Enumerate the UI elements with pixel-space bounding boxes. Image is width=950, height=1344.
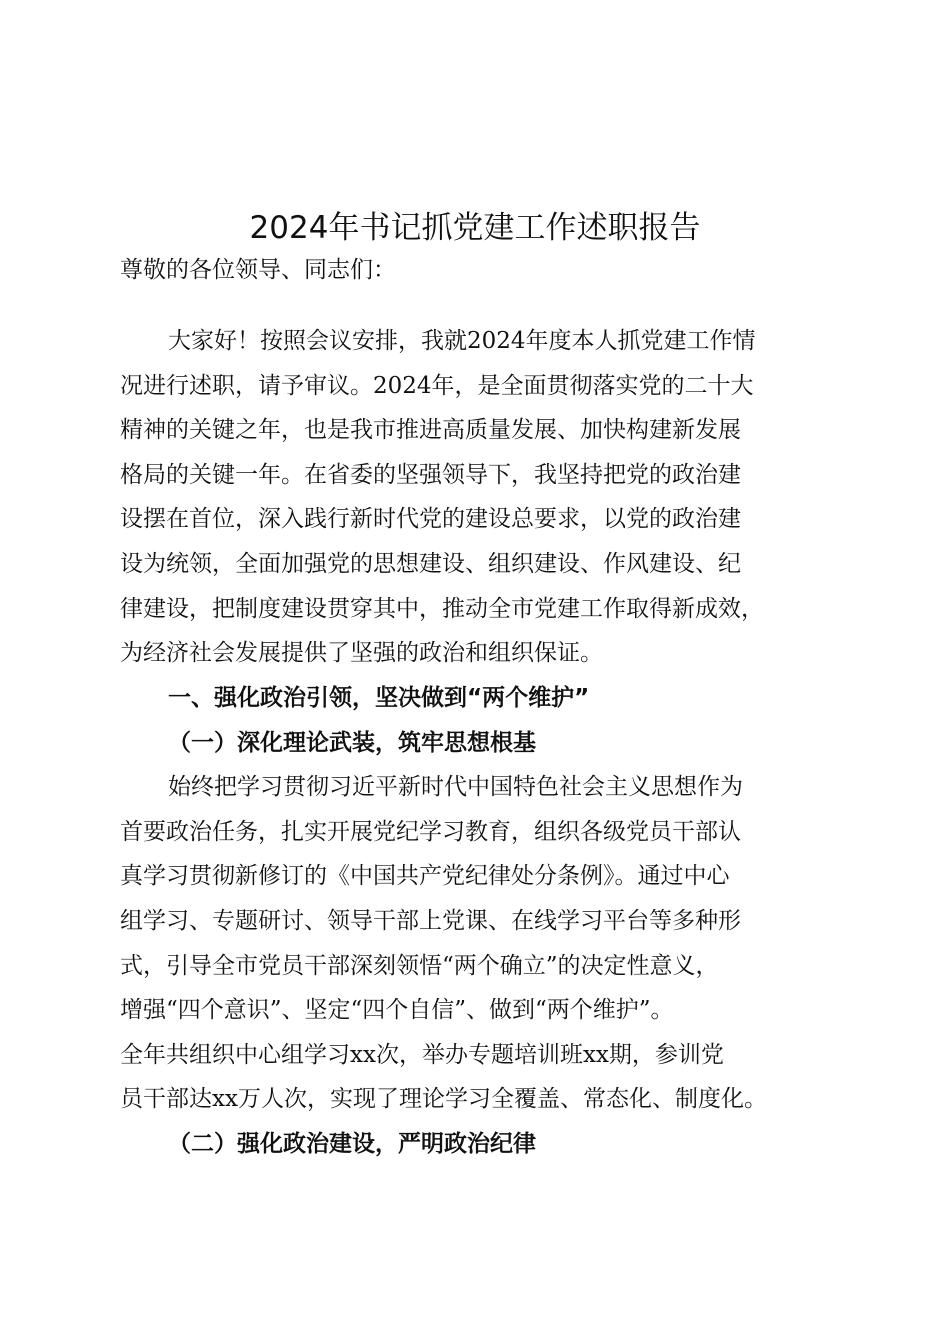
subsection-1-line-1: 始终把学习贯彻习近平新时代中国特色社会主义思想作为 [168,774,743,800]
subsection-1-line-5: 式，引导全市党员干部深刻领悟“两个确立”的决定性意义， [120,953,719,979]
subsection-1-line-4: 组学习、专题研讨、领导干部上党课、在线学习平台等多种形 [120,908,741,934]
intro-line-6: 设为统领，全面加强党的思想建设、组织建设、作风建设、纪 [120,551,741,577]
intro-line-5: 设摆在首位，深入践行新时代党的建设总要求，以党的政治建 [120,506,741,532]
intro-line-8: 为经济社会发展提供了坚强的政治和组织保证。 [120,640,603,666]
intro-line-1: 大家好！按照会议安排，我就2024年度本人抓党建工作情 [168,328,756,354]
subsection-1-heading: （一）深化理论武装，筑牢思想根基 [168,730,536,756]
subsection-1-line-8: 员干部达xx万人次，实现了理论学习全覆盖、常态化、制度化。 [120,1086,767,1112]
subsection-1-line-2: 首要政治任务，扎实开展党纪学习教育，组织各级党员干部认 [120,819,741,845]
subsection-1-line-6: 增强“四个意识”、坚定“四个自信”、做到“两个维护”。 [120,997,674,1023]
subsection-1-line-3: 真学习贯彻新修订的《中国共产党纪律处分条例》。通过中心 [120,863,730,889]
section-1-heading: 一、强化政治引领，坚决做到“两个维护” [168,685,590,711]
subsection-2-heading: （二）强化政治建设，严明政治纪律 [168,1131,536,1157]
intro-line-4: 格局的关键一年。在省委的坚强领导下，我坚持把党的政治建 [120,462,741,488]
subsection-1-line-7: 全年共组织中心组学习xx次，举办专题培训班xx期，参训党 [120,1042,724,1068]
document-title: 2024年书记抓党建工作述职报告 [249,210,701,246]
intro-line-7: 律建设，把制度建设贯穿其中，推动全市党建工作取得新成效， [120,596,764,622]
intro-line-3: 精神的关键之年，也是我市推进高质量发展、加快构建新发展 [120,417,741,443]
salutation: 尊敬的各位领导、同志们： [120,257,396,283]
intro-line-2: 况进行述职，请予审议。2024年，是全面贯彻落实党的二十大 [120,373,754,399]
